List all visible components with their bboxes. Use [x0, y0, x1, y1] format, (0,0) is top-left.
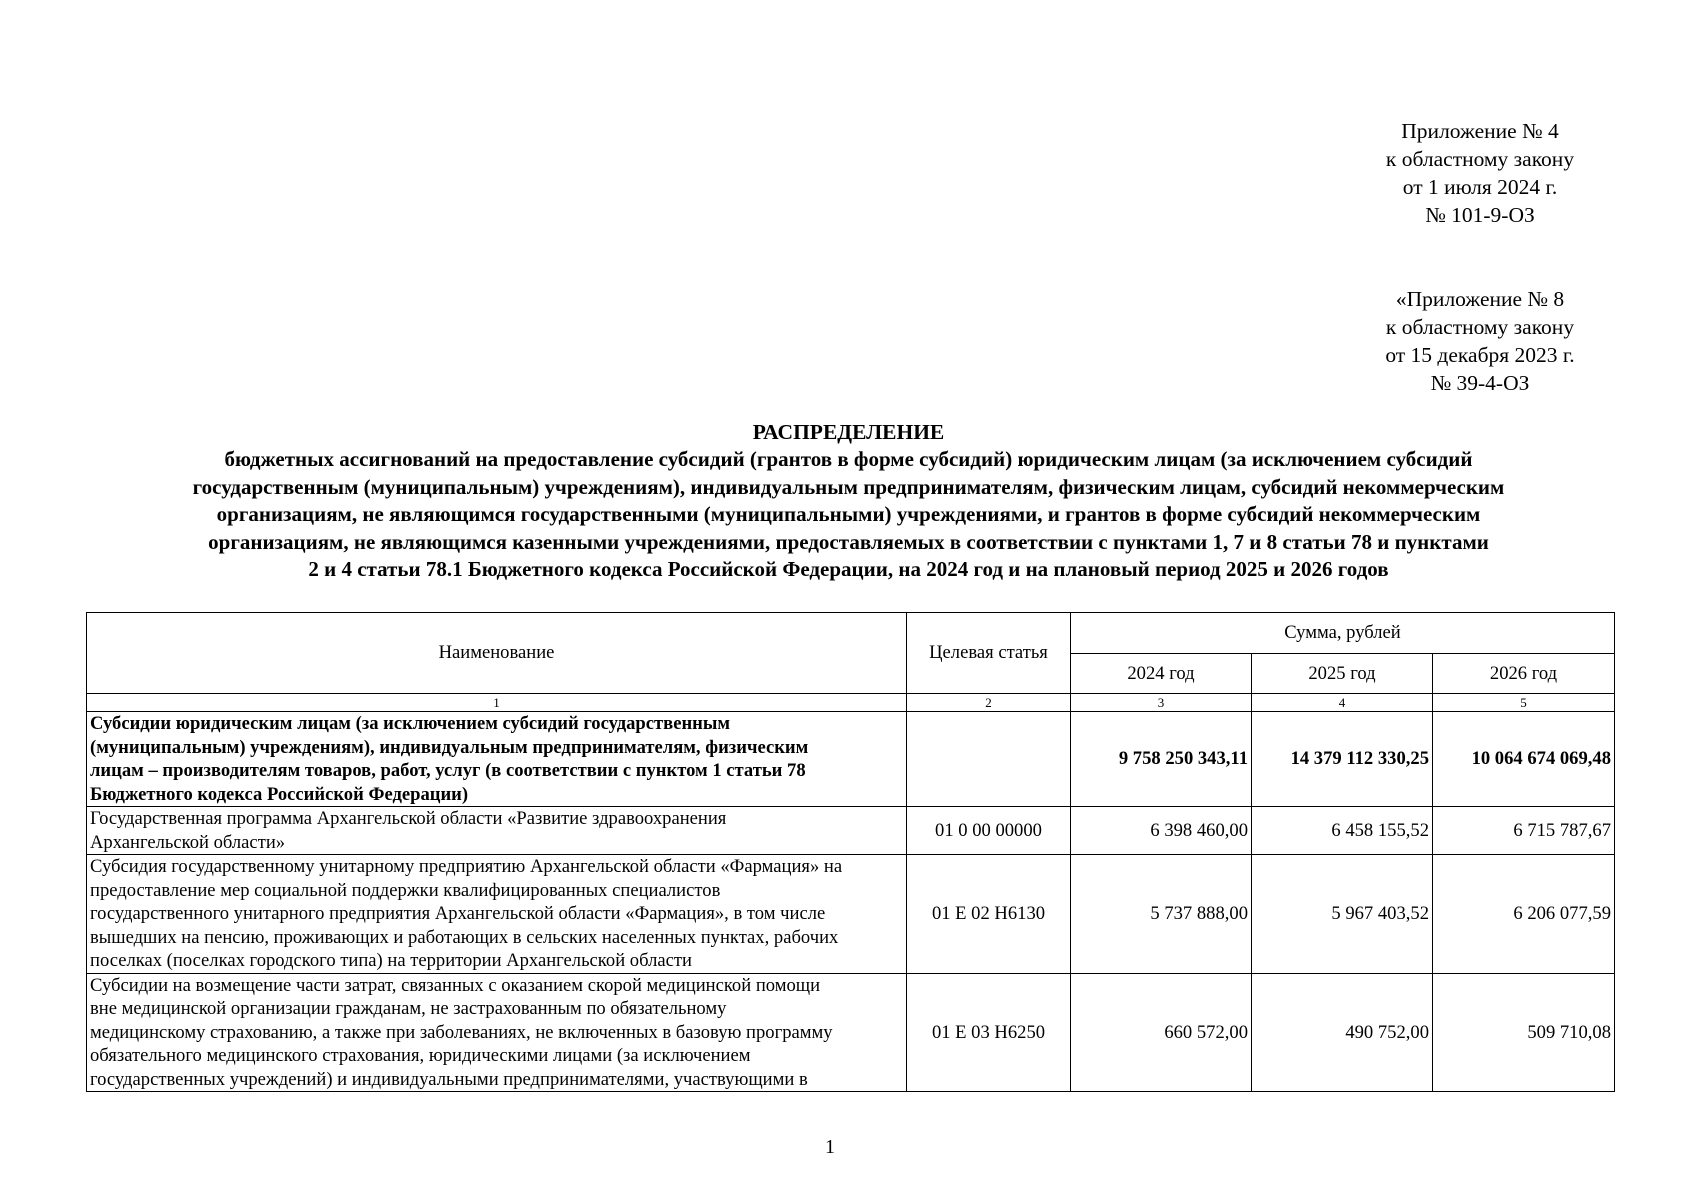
- annex-line: к областному закону: [1385, 315, 1575, 339]
- subtitle-line: государственным (муниципальным) учреждениям), индивидуальным предпринимателям, физическим лицам, субсидий некоммерческим: [192, 474, 1505, 499]
- annex-line: от 15 декабря 2023 г.: [1385, 343, 1575, 367]
- row-amount-2026: 6 206 077,59: [1433, 855, 1615, 974]
- row-name-line: медицинскому страхованию, а также при заболеваниях, не включенных в базовую программу: [90, 1021, 833, 1043]
- column-header-2024: 2024 год: [1071, 653, 1252, 694]
- row-amount-2026: 10 064 674 069,48: [1433, 712, 1615, 807]
- column-index: 4: [1252, 694, 1433, 712]
- annex-line: к областному закону: [1385, 147, 1575, 171]
- row-name-line: государственного унитарного предприятия Архангельской области «Фармация», в том числе: [90, 903, 826, 924]
- row-amount-2026: 6 715 787,67: [1433, 807, 1615, 855]
- row-name: [87, 855, 907, 974]
- column-header-sum: Сумма, рублей: [1071, 613, 1615, 654]
- subtitle-line: 2 и 4 статьи 78.1 Бюджетного кодекса Российской Федерации, на 2024 год и на плановый период 2025 и 2026 годов: [308, 557, 1389, 582]
- row-name-line: вышедших на пенсию, проживающих и работающих в сельских населенных пунктах, рабочих: [90, 926, 839, 948]
- row-name-line: Архангельской области»: [90, 831, 286, 853]
- annex-line: № 39-4-ОЗ: [1430, 371, 1530, 395]
- column-index: 1: [87, 694, 907, 712]
- subtitle-line: организациям, не являющимся казенными учреждениями, предоставляемых в соответствии с пунктами 1, 7 и 8 статьи 78 и пунктами: [208, 529, 1489, 554]
- annex-line: № 101-9-ОЗ: [1425, 203, 1535, 227]
- row-code: 01 Е 03 Н6250: [907, 973, 1071, 1092]
- row-code: 01 Е 02 Н6130: [907, 855, 1071, 974]
- row-amount-2024: 6 398 460,00: [1071, 807, 1252, 855]
- table-row-total: [87, 712, 1615, 807]
- document-subtitle: [40, 446, 1657, 584]
- document-title: РАСПРЕДЕЛЕНИЕ: [752, 420, 945, 444]
- table-row: [87, 855, 1615, 974]
- row-name-line: обязательного медицинского страхования, юридическими лицами (за исключением: [90, 1045, 751, 1066]
- row-amount-2025: 6 458 155,52: [1252, 807, 1433, 855]
- row-amount-2026: 509 710,08: [1433, 973, 1615, 1092]
- row-name: [87, 807, 907, 855]
- column-index-row: [87, 694, 1615, 712]
- annex-current-reference: [1310, 117, 1650, 229]
- row-name-line: государственных учреждений) и индивидуальными предпринимателями, участвующими в: [90, 1068, 808, 1090]
- row-name-line: лицам – производителям товаров, работ, услуг (в соответствии с пунктом 1 статьи 78: [90, 760, 806, 781]
- table-row: [87, 973, 1615, 1092]
- row-amount-2024: 660 572,00: [1071, 973, 1252, 1092]
- annex-amended-reference: [1310, 285, 1650, 397]
- annex-line: Приложение № 4: [1401, 119, 1559, 143]
- row-amount-2025: 5 967 403,52: [1252, 855, 1433, 974]
- row-amount-2024: 5 737 888,00: [1071, 855, 1252, 974]
- column-header-name: Наименование: [87, 613, 907, 694]
- row-name-line: предоставление мер социальной поддержки квалифицированных специалистов: [90, 879, 721, 901]
- page-number: 1: [825, 1136, 835, 1158]
- row-code: 01 0 00 00000: [907, 807, 1071, 855]
- column-header-2026: 2026 год: [1433, 653, 1615, 694]
- row-name-line: поселках (поселках городского типа) на территории Архангельской области: [90, 950, 692, 971]
- column-header-code: Целевая статья: [907, 613, 1071, 694]
- table-row: [87, 807, 1615, 855]
- subtitle-line: бюджетных ассигнований на предоставление субсидий (грантов в форме субсидий) юридическим лицам (за исключением субсидий: [224, 447, 1473, 471]
- row-name-line: Субсидия государственному унитарному предприятию Архангельской области «Фармация» на: [90, 856, 843, 877]
- row-name: [87, 712, 907, 807]
- column-index: 5: [1433, 694, 1615, 712]
- column-index: 2: [907, 694, 1071, 712]
- annex-line: от 1 июля 2024 г.: [1402, 175, 1558, 199]
- row-amount-2025: 14 379 112 330,25: [1252, 712, 1433, 807]
- annex-line: «Приложение № 8: [1395, 287, 1565, 311]
- row-name-line: (муниципальным) учреждениям), индивидуальным предпринимателям, физическим: [90, 736, 809, 758]
- row-name: [87, 973, 907, 1092]
- row-name-line: Государственная программа Архангельской области «Развитие здравоохранения: [90, 808, 727, 829]
- subtitle-line: организациям, не являющимся государственными (муниципальными) учреждениями, и грантов в форме субсидий некоммерческим: [216, 502, 1481, 527]
- row-name-line: Субсидии юридическим лицам (за исключением субсидий государственным: [90, 713, 731, 734]
- row-amount-2025: 490 752,00: [1252, 973, 1433, 1092]
- row-name-line: Субсидии на возмещение части затрат, связанных с оказанием скорой медицинской помощи: [90, 974, 821, 996]
- row-name-line: вне медицинской организации гражданам, не застрахованным по обязательному: [90, 998, 727, 1019]
- row-code: [907, 712, 1071, 807]
- column-index: 3: [1071, 694, 1252, 712]
- column-header-2025: 2025 год: [1252, 653, 1433, 694]
- budget-allocation-table: [86, 612, 1615, 1092]
- row-amount-2024: 9 758 250 343,11: [1071, 712, 1252, 807]
- row-name-line: Бюджетного кодекса Российской Федерации): [90, 783, 469, 805]
